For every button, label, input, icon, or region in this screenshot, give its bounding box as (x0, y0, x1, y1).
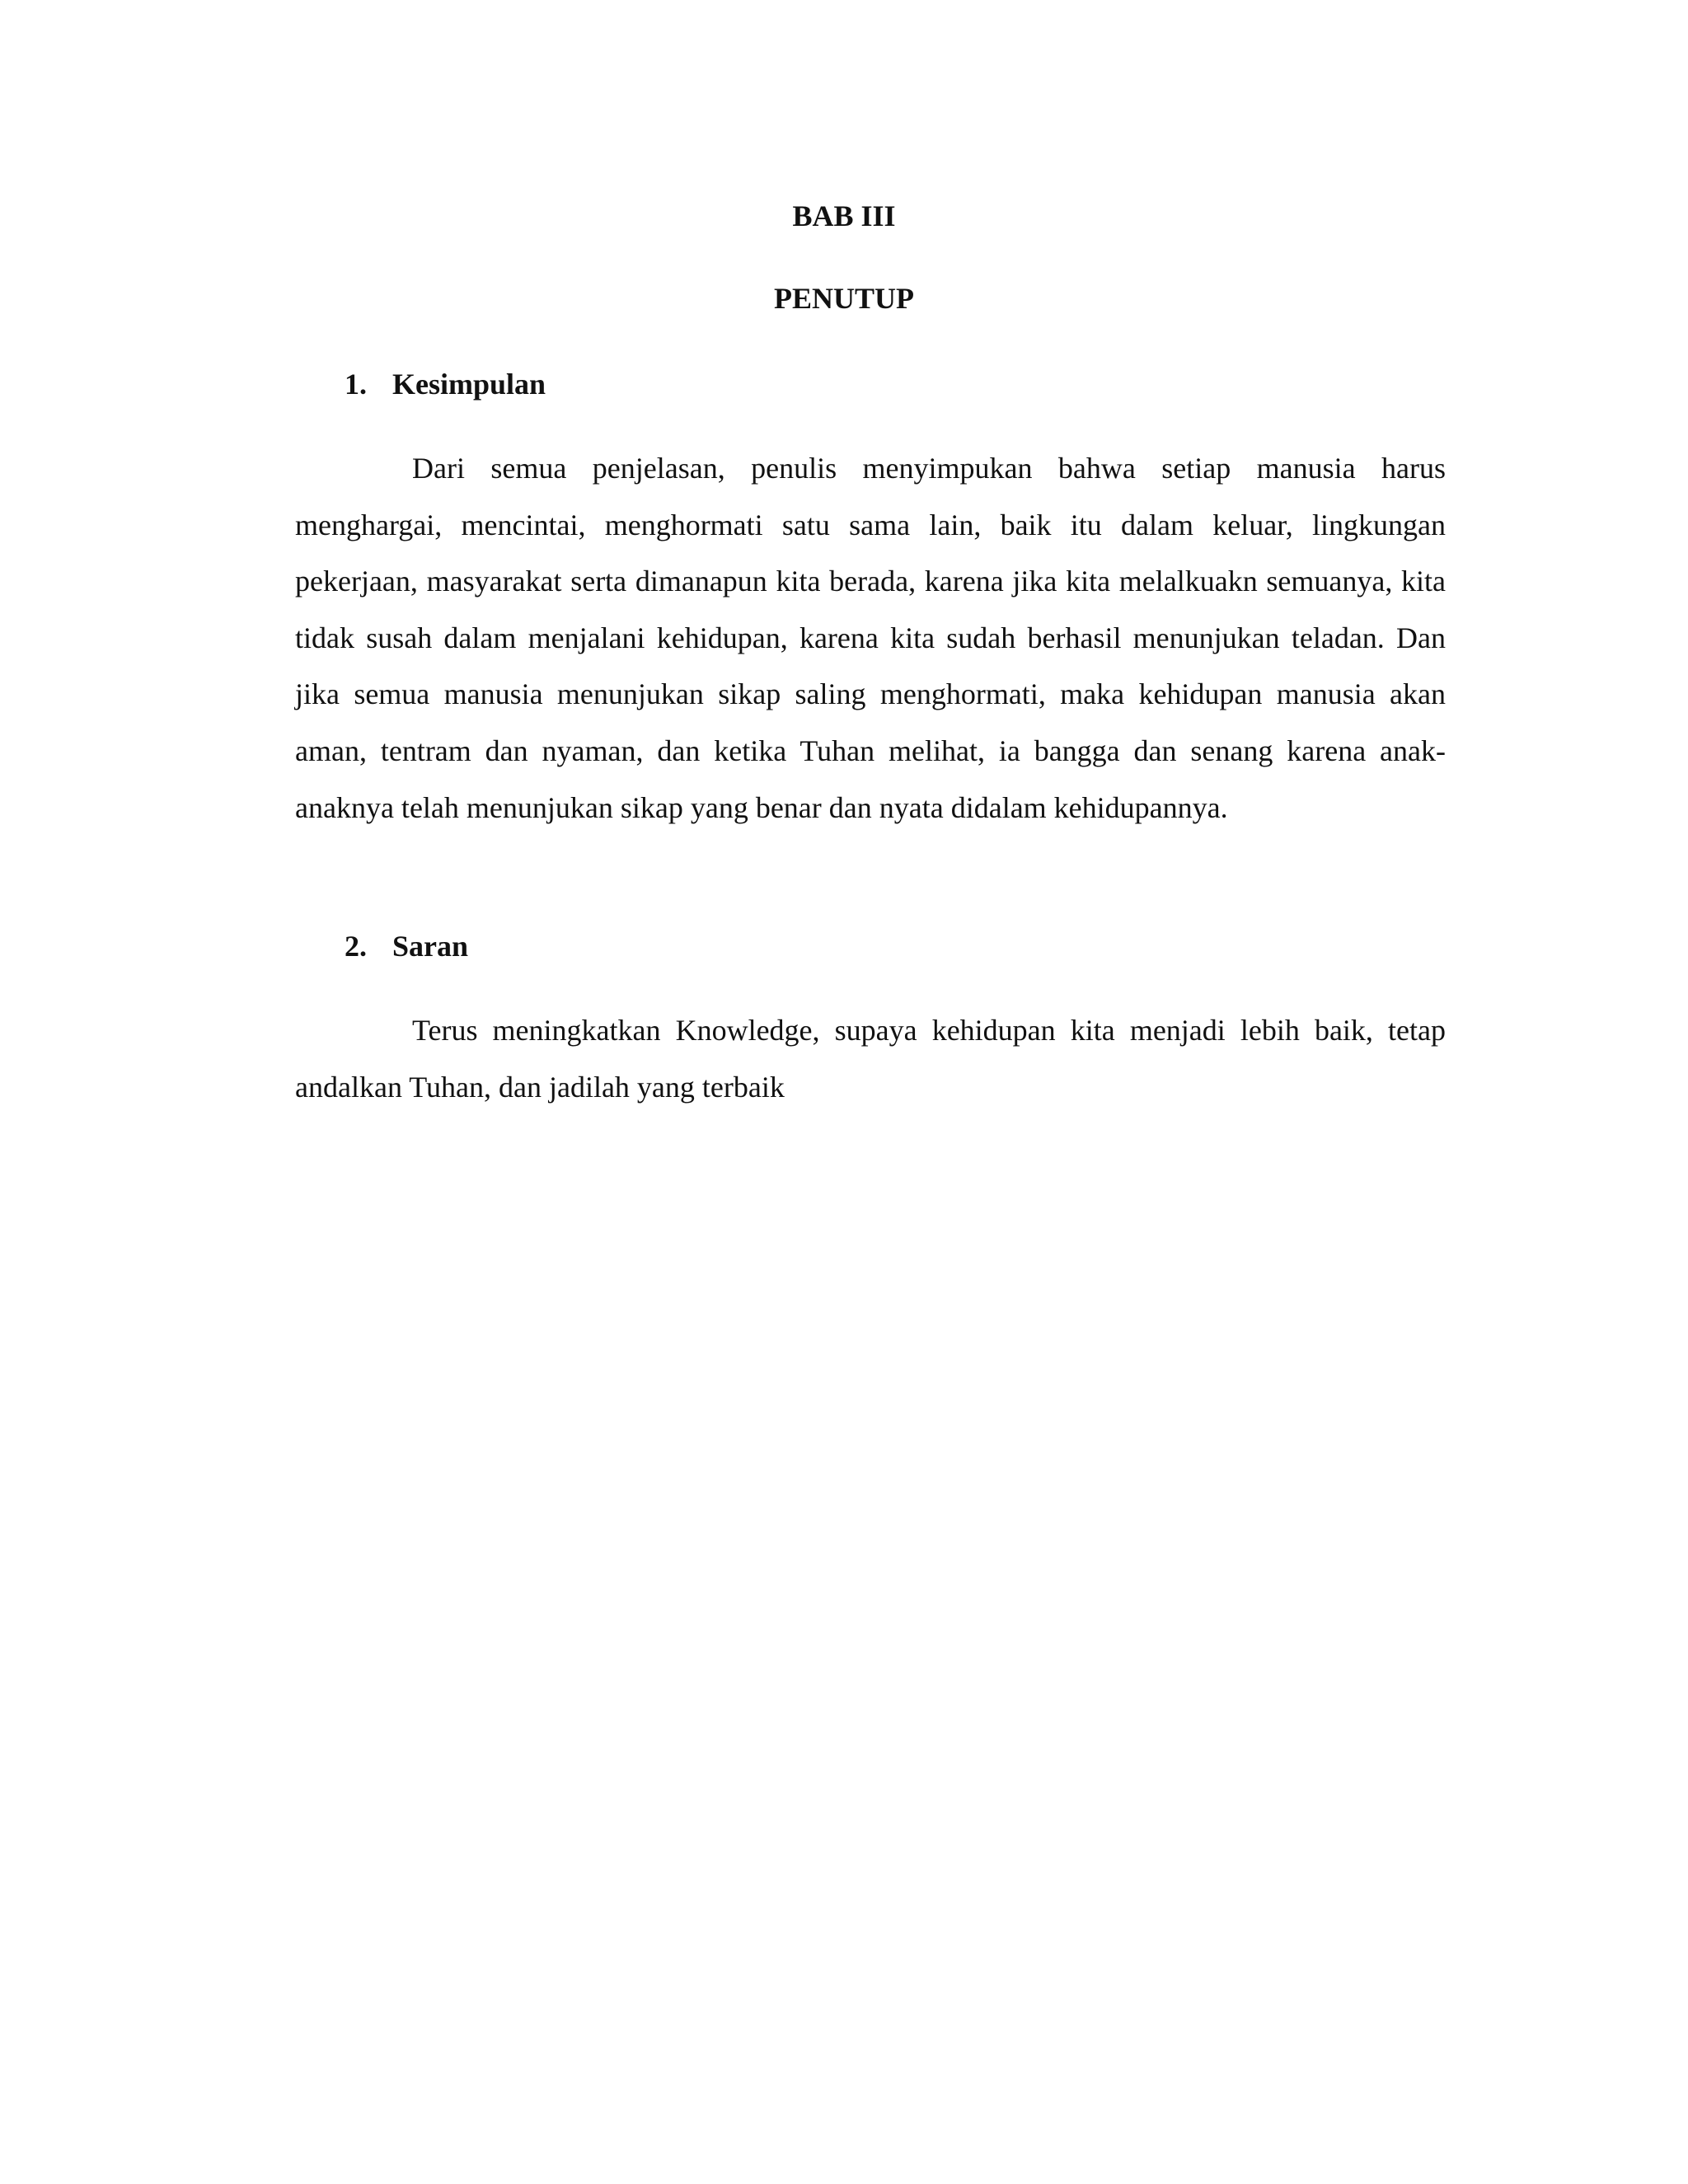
section-number: 1. (345, 368, 367, 401)
saran-paragraph: Terus meningkatkan Knowledge, supaya kehidupan kita menjadi lebih baik, tetap andalkan Tuhan, dan jadilah yang terbaik (295, 1014, 1446, 1104)
chapter-number: BAB III (792, 199, 896, 232)
kesimpulan-paragraph: Dari semua penjelasan, penulis menyimpukan bahwa setiap manusia harus menghargai, mencintai, menghormati satu sama lain, baik itu dalam keluar, lingkungan pekerjaan, masyarakat serta dimanapun kita berada, karena jika kita melalkuakn semuanya, kita tidak susah dalam menjalani kehidupan, karena kita sudah berhasil menunjukan teladan. Dan jika semua manusia menunjukan sikap saling menghormati, maka kehidupan manusia akan aman, tentram dan nyaman, dan ketika Tuhan melihat, ia bangga dan senang karena anak-anaknya telah menunjukan sikap yang benar dan nyata didalam kehidupannya. (295, 452, 1446, 824)
section-title: Saran (392, 930, 469, 963)
section-heading-saran (345, 930, 468, 963)
section-heading-kesimpulan (345, 368, 546, 401)
section-number: 2. (345, 930, 367, 963)
chapter-title: PENUTUP (774, 282, 914, 315)
section-title: Kesimpulan (392, 368, 546, 401)
